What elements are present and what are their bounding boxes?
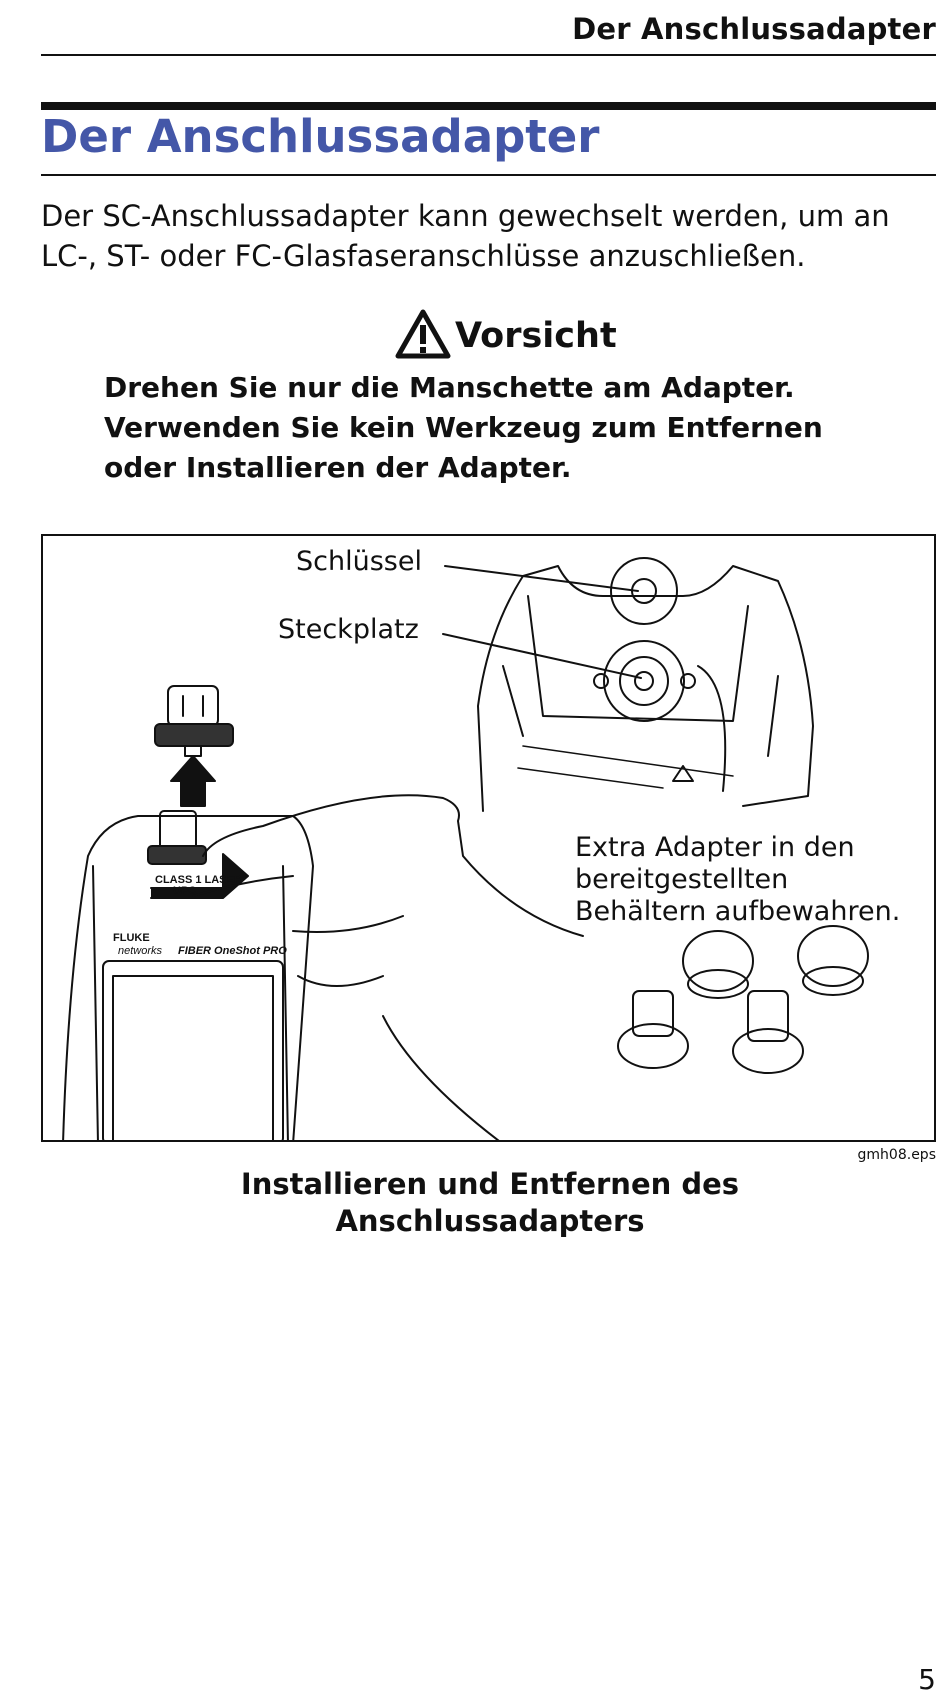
figure-caption: Installieren und Entfernen des Anschlussadapters — [240, 1167, 740, 1238]
page-number: 5 — [918, 1663, 936, 1696]
figure-id: gmh08.eps — [857, 1147, 936, 1163]
brand-label: FLUKE — [113, 932, 150, 944]
caution-text: Drehen Sie nur die Manschette am Adapter. Verwenden Sie kein Werkzeug zum Entfernen oder Installieren der Adapter. — [104, 371, 823, 484]
model-label: FIBER OneShot PRO — [178, 945, 287, 957]
header-rule — [41, 54, 936, 56]
port-collar — [604, 641, 684, 721]
hand — [193, 795, 583, 1142]
section-rule-top — [41, 102, 936, 110]
dust-cap — [611, 558, 677, 624]
adapter-figure — [41, 534, 936, 1142]
connector-type-label: UPC — [173, 885, 197, 897]
callout-key: Schlüssel — [296, 546, 422, 577]
spare-adapters — [618, 926, 868, 1073]
remove-arrow-icon — [171, 756, 215, 806]
callout-storage: Extra Adapter in den bereitgestellten Behältern aufbewahren. — [575, 832, 901, 927]
caution-heading — [395, 310, 617, 362]
intro-paragraph: Der SC-Anschlussadapter kann gewechselt werden, um an LC-, ST- oder FC-Glasfaseranschlüsse anzuschließen. — [41, 199, 890, 273]
running-header: Der Anschlussadapter — [572, 12, 936, 46]
warning-triangle-icon — [395, 308, 451, 364]
brand-sub-label: networks — [118, 945, 163, 957]
removed-adapter-body — [168, 686, 218, 726]
callout-slot: Steckplatz — [278, 614, 419, 645]
laser-class-label: CLASS 1 LASER — [155, 874, 242, 886]
handheld-screen — [103, 961, 283, 1142]
section-title: Der Anschlussadapter — [41, 110, 600, 163]
caution-label: Vorsicht — [455, 316, 617, 356]
section-rule-bottom — [41, 174, 936, 176]
slot-leader — [443, 634, 641, 678]
